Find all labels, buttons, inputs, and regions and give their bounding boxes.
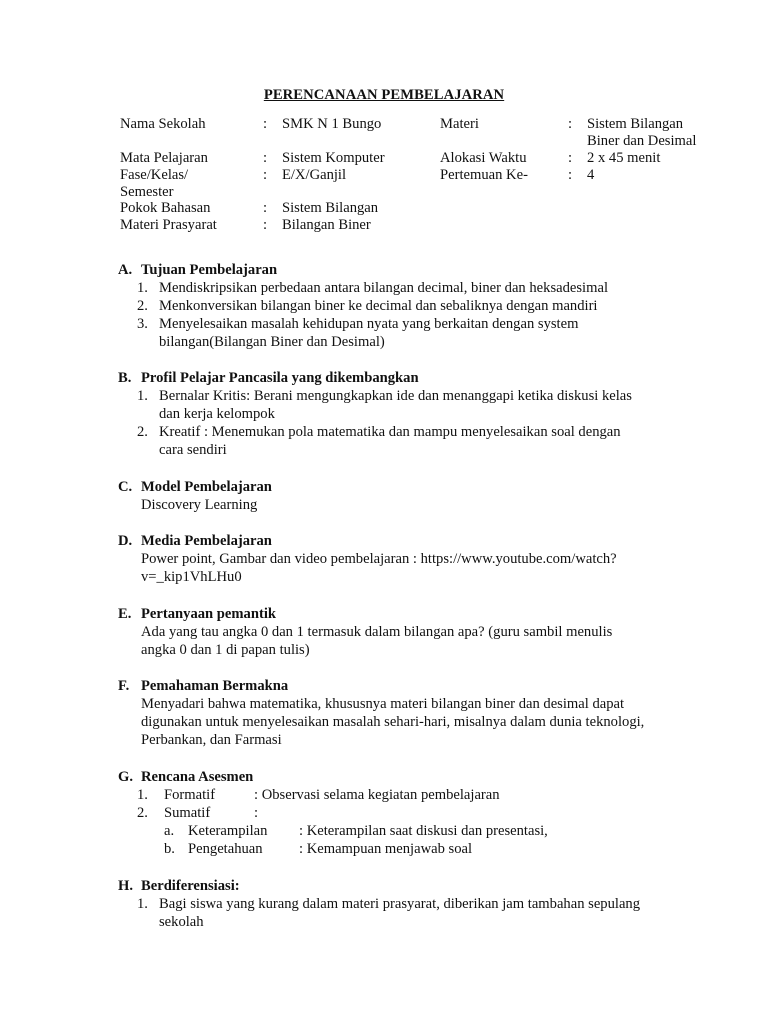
list-number: 3. <box>137 316 148 332</box>
list-number: 1. <box>137 280 148 296</box>
prereq-colon: : <box>263 217 268 233</box>
body-line: Power point, Gambar dan video pembelajaran : https://www.youtube.com/watch? <box>141 551 617 567</box>
material-colon: : <box>568 116 573 132</box>
list-text: Bernalar Kritis: Berani mengungkapkan ide dan menanggapi ketika diskusi kelas <box>159 388 632 404</box>
subject-colon: : <box>263 150 268 166</box>
section-heading <box>118 877 698 895</box>
assessment-value: : Keterampilan saat diskusi dan presentasi, <box>299 823 548 839</box>
meeting-value: 4 <box>587 167 595 183</box>
section-letter: A. <box>118 262 133 278</box>
topic-value: Sistem Bilangan <box>282 200 379 216</box>
section-tujuan <box>118 261 698 351</box>
section-letter: E. <box>118 606 132 622</box>
material-value-line1: Sistem Bilangan <box>587 116 684 132</box>
school-label: Nama Sekolah <box>120 116 206 132</box>
meeting-label: Pertemuan Ke- <box>440 167 528 183</box>
list-text: Kreatif : Menemukan pola matematika dan mampu menyelesaikan soal dengan <box>159 424 621 440</box>
section-heading <box>118 768 698 786</box>
section-title: Pemahaman Bermakna <box>141 678 289 694</box>
list-item <box>118 315 698 351</box>
section-letter: B. <box>118 370 132 386</box>
section-title: Media Pembelajaran <box>141 533 272 549</box>
topic-colon: : <box>263 200 268 216</box>
list-number: 2. <box>137 424 148 440</box>
assessment-label: Formatif <box>164 787 216 803</box>
list-text-continued: sekolah <box>159 914 204 930</box>
list-number: 2. <box>137 298 148 314</box>
assessment-value: : Kemampuan menjawab soal <box>299 841 473 857</box>
section-body <box>141 550 698 586</box>
section-heading <box>118 605 698 623</box>
section-letter: G. <box>118 769 133 785</box>
assessment-value: : <box>254 805 259 821</box>
body-line: Menyadari bahwa matematika, khususnya materi bilangan biner dan desimal dapat <box>141 696 625 712</box>
meeting-colon: : <box>568 167 573 183</box>
subject-value: Sistem Komputer <box>282 150 385 166</box>
material-value-line2: Biner dan Desimal <box>587 133 697 149</box>
list-number: 1. <box>137 787 148 803</box>
objective-list <box>118 279 698 351</box>
section-letter: F. <box>118 678 130 694</box>
assessment-label: Pengetahuan <box>188 841 263 857</box>
list-text: Mendiskripsikan perbedaan antara bilangan decimal, biner dan heksadesimal <box>159 280 609 296</box>
body-line: Ada yang tau angka 0 dan 1 termasuk dalam bilangan apa? (guru sambil menulis <box>141 624 613 640</box>
list-text: Bagi siswa yang kurang dalam materi prasyarat, diberikan jam tambahan sepulang <box>159 896 641 912</box>
body-line: angka 0 dan 1 di papan tulis) <box>141 642 310 658</box>
prereq-value: Bilangan Biner <box>282 217 371 233</box>
section-heading <box>118 677 698 695</box>
section-heading <box>118 532 698 550</box>
assessment-row-sumatif <box>118 804 698 822</box>
list-item <box>118 279 698 297</box>
video-link[interactable]: v=_kip1VhLHu0 <box>141 569 242 585</box>
assessment-value: : Observasi selama kegiatan pembelajaran <box>254 787 500 803</box>
phase-label-line2: Semester <box>120 184 174 200</box>
section-berdiferensiasi <box>118 877 698 931</box>
list-item <box>118 423 698 459</box>
body-line: digunakan untuk menyelesaikan masalah sehari-hari, misalnya dalam dunia teknologi, <box>141 714 645 730</box>
list-item <box>118 297 698 315</box>
assessment-label: Keterampilan <box>188 823 268 839</box>
section-letter: D. <box>118 533 133 549</box>
assessment-subrow-pengetahuan <box>118 840 698 858</box>
section-media <box>118 532 698 586</box>
section-heading <box>118 478 698 496</box>
section-title: Berdiferensiasi: <box>141 878 240 894</box>
section-title: Rencana Asesmen <box>141 769 254 785</box>
profile-list <box>118 387 698 459</box>
sub-letter: b. <box>164 841 175 857</box>
list-text-continued: bilangan(Bilangan Biner dan Desimal) <box>159 334 385 350</box>
material-label: Materi <box>440 116 479 132</box>
section-asesmen <box>118 768 698 858</box>
phase-colon: : <box>263 167 268 183</box>
body-line: Perbankan, dan Farmasi <box>141 732 282 748</box>
list-item <box>118 387 698 423</box>
section-body <box>141 695 698 749</box>
list-number: 2. <box>137 805 148 821</box>
section-letter: H. <box>118 878 133 894</box>
assessment-row-formatif <box>118 786 698 804</box>
subject-label: Mata Pelajaran <box>120 150 208 166</box>
section-body: Discovery Learning <box>141 497 258 513</box>
list-text-continued: dan kerja kelompok <box>159 406 275 422</box>
section-model <box>118 478 698 514</box>
phase-label-line1: Fase/Kelas/ <box>120 167 189 183</box>
differentiation-list <box>118 895 698 931</box>
assessment-label: Sumatif <box>164 805 211 821</box>
info-table <box>0 115 768 245</box>
section-body <box>141 623 698 659</box>
section-title: Pertanyaan pemantik <box>141 606 276 622</box>
school-value: SMK N 1 Bungo <box>282 116 382 132</box>
assessment-subrow-keterampilan <box>118 822 698 840</box>
time-label: Alokasi Waktu <box>440 150 527 166</box>
school-colon: : <box>263 116 268 132</box>
list-text-continued: cara sendiri <box>159 442 227 458</box>
section-letter: C. <box>118 479 133 495</box>
section-pemahaman <box>118 677 698 749</box>
list-item <box>118 895 698 931</box>
time-value: 2 x 45 menit <box>587 150 661 166</box>
sub-letter: a. <box>164 823 175 839</box>
list-number: 1. <box>137 896 148 912</box>
section-pemantik <box>118 605 698 659</box>
topic-label: Pokok Bahasan <box>120 200 211 216</box>
prereq-label: Materi Prasyarat <box>120 217 217 233</box>
list-number: 1. <box>137 388 148 404</box>
list-text: Menyelesaikan masalah kehidupan nyata yang berkaitan dengan system <box>159 316 579 332</box>
section-profil <box>118 369 698 459</box>
section-title: Model Pembelajaran <box>141 479 272 495</box>
list-text: Menkonversikan bilangan biner ke decimal dan sebaliknya dengan mandiri <box>159 298 598 314</box>
section-heading <box>118 261 698 279</box>
phase-value: E/X/Ganjil <box>282 167 347 183</box>
section-title: Profil Pelajar Pancasila yang dikembangkan <box>141 370 419 386</box>
section-title: Tujuan Pembelajaran <box>141 262 278 278</box>
time-colon: : <box>568 150 573 166</box>
page-title: PERENCANAAN PEMBELAJARAN <box>263 87 505 103</box>
section-heading <box>118 369 698 387</box>
